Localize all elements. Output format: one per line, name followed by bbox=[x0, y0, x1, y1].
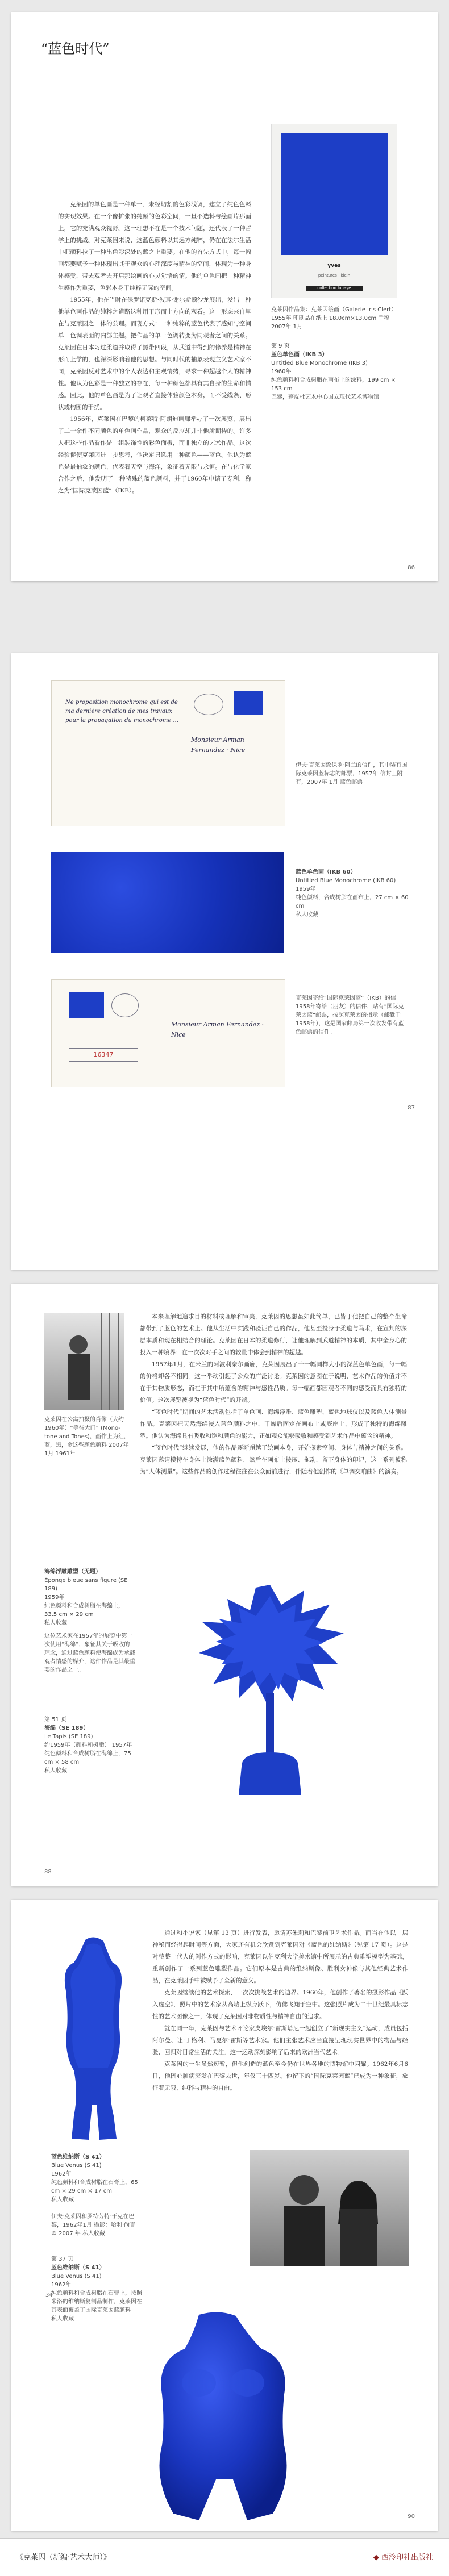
cover-caption-text: 克莱因作品集：克莱因绘画（Galerie Iris Clert）1955年 印刷品在纸上 18.0cm×13.0cm 手稿 2007年 1月 bbox=[271, 307, 394, 330]
portrait-caption-text: 克莱因在公寓拍摄的肖像（大约 1960年）“等待大门” (Mono-tone and Tones)，画作上为红，蓝，黑，金这些颜色颜料 2007年 1月 1961年 bbox=[44, 1417, 130, 1457]
sponge-caption-sub: Éponge bleue sans figure (SE 189) bbox=[44, 1577, 128, 1592]
sponge-caption-title: 海绵浮雕雕塑（无题） bbox=[44, 1569, 101, 1575]
sponge2-caption-collection: 私人收藏 bbox=[44, 1768, 67, 1774]
page-number: 90 bbox=[408, 2514, 415, 2520]
sponge2-caption bbox=[44, 1715, 135, 1775]
work-caption bbox=[271, 342, 396, 402]
sponge-caption-note: 这位艺术家在1957年的展览中第一次使用“海绵”，象征其关于吸收的理念，通过蓝色颜料使海绵成为承载观者情感的媒介，这件作品是其最重要的作品之一。 bbox=[44, 1633, 135, 1673]
work-caption-collection: 巴黎，蓬皮杜艺术中心国立现代艺术博物馆 bbox=[271, 394, 379, 400]
paragraph: “蓝色时代”继续发展，他的作品逐渐超越了绘画本身，开始探索空间、身体与精神之间的关系。克莱因邀请模特在身体上涂满蓝色颜料，然后在画布上按压、拖动，留下身体的印记，这一系列被称为“人体测量”。这些作品的创作过程往往在公众面前进行，伴随着他创作的《单调交响曲》的演奏。 bbox=[140, 1444, 407, 1475]
venus-caption-title: 蓝色维纳斯（S 41） bbox=[51, 2154, 105, 2160]
work-caption-title: 蓝色单色画（IKB 3） bbox=[271, 352, 328, 358]
blue-monochrome-painting-image bbox=[51, 852, 284, 953]
sponge2-caption-desc: 纯色颜料和合成树脂在海绵上，75 cm × 58 cm bbox=[44, 1751, 131, 1765]
venus2-caption-sub: Blue Venus (S 41) bbox=[51, 2273, 102, 2279]
handwritten-letter: Ne proposition monochrome qui est de ma dernière création de mes travaux pour la propagation du monochrome ... bbox=[65, 699, 178, 724]
paragraph: 就在同一年，克莱因与艺术评论家皮埃尔·雷斯塔尼一起创立了“新现实主义”运动，成员包括阿尔曼、让·丁格利、马夏尔·雷斯等艺术家。他们主张艺术应当直接呈现现实世界中的物品与经验，回归对日常生活的关注。这一运动深刻影响了后来的欧洲当代艺术。 bbox=[152, 2025, 408, 2056]
paragraph: 1956年，克莱因在巴黎的柯莱特·阿朗迪画廊举办了一次展览，展出了二十余件不同颜色的单色画作品，观众的反应却并非他所期待的。许多人把这些作品看作是一组装饰性的彩色面板，而非独立的艺术作品。这次经验促使克莱因进一步思考，他决定只选用一种颜色——蓝色。他认为蓝色是最抽象的颜色，代表着天空与海洋，象征着无限与永恒。在与化学家合作之后，他发明了一种特殊的蓝色颜料，并于1960年申请了专利，称之为“国际克莱因蓝”（IKB）。 bbox=[58, 416, 251, 494]
ikb-envelope-image bbox=[51, 979, 285, 1087]
letter-envelope-image bbox=[51, 680, 285, 826]
work-caption-desc: 纯色颜料和合成树脂在画布上的涂料，199 cm × 153 cm bbox=[271, 377, 396, 392]
venus-caption-collection: 私人收藏 bbox=[51, 2197, 74, 2203]
couple-figures-icon bbox=[250, 2150, 409, 2266]
sponge-caption bbox=[44, 1568, 135, 1675]
body-text bbox=[152, 1927, 408, 2094]
handwritten-address: Monsieur Arman Fernandez · Nice bbox=[171, 1021, 264, 1038]
letter-caption bbox=[296, 761, 409, 787]
paragraph: 克莱因继续他的艺术探索，一次次挑战艺术的边界。1960年，他创作了著名的摄影作品《跃入虚空》，照片中的艺术家从高墙上纵身跃下，仿佛飞翔于空中。这张照片成为二十世纪最具标志性的艺术图像之一，体现了克莱因对非物质性与精神自由的追求。 bbox=[152, 1989, 408, 2020]
painting-caption-sub: Untitled Blue Monochrome (IKB 60) bbox=[296, 878, 396, 884]
blue-venus-sculpture-image bbox=[97, 2309, 347, 2522]
venus-caption-date: 1962年 bbox=[51, 2171, 72, 2177]
paragraph: “蓝色时代”期间的艺术活动包括了单色画、海绵浮雕、蓝色雕塑、蓝色地球仪以及蓝色人体测量作品。克莱因把天然海绵浸入蓝色颜料之中，干燥后固定在画布上或底座上，形成了独特的海绵雕塑。他认为海绵具有吸收和饱和颜色的能力，正如观众能够吸收和感受到艺术作品中蕴含的精神。 bbox=[140, 1409, 407, 1439]
work-caption-date: 1960年 bbox=[271, 369, 292, 375]
sponge-caption-desc: 纯色颜料和合成树脂在海绵上，33.5 cm × 29 cm bbox=[44, 1603, 124, 1618]
paragraph: 本来理解地追求目的材料或理解和审美，克莱因的思想虽如此简单，已皆于他把自己的整个生命都带到了蓝色的艺术上。他从生活中实践和验证自己的作品，他甚至投身于柔道与马术，在宣判的深层本质和现在相结合的理论。克莱因在日本的柔道修行，让他理解到武道精神的本质，其中全身心的投入一种境界；在一次次对手之间的较量中体会到精神的超越。 bbox=[140, 1313, 407, 1356]
painting-caption-collection: 私人收藏 bbox=[296, 912, 318, 918]
cover-subtitle: peintures · klein bbox=[318, 273, 351, 278]
page-2 bbox=[11, 653, 438, 1270]
sponge2-caption-num: 第 51 页 bbox=[44, 1717, 67, 1723]
painting-caption-title: 蓝色单色画（IKB 60） bbox=[296, 869, 356, 875]
painting-caption bbox=[296, 868, 409, 919]
footer-publisher: ◆ 西泠印社出版社 bbox=[373, 2553, 433, 2562]
venus2-caption-collection: 私人收藏 bbox=[51, 2316, 74, 2322]
page-number: 87 bbox=[408, 1105, 415, 1111]
page-title: “蓝色时代” bbox=[41, 41, 110, 57]
ikb-envelope-caption-text: 克莱因寄给“国际克莱因蓝”（IKB）的信 1958年寄给（朋友）的信件，贴有“国际克莱因蓝”邮票，按照克莱因的指示（邮戳于1958年），这是国家邮局第一次收发带有蓝色邮票的信件。 bbox=[296, 995, 404, 1036]
postal-code-box: 16347 bbox=[69, 1048, 138, 1062]
page-number: 88 bbox=[44, 1869, 52, 1875]
catalogue-cover-image bbox=[271, 124, 397, 298]
painting-caption-date: 1959年 bbox=[296, 886, 316, 892]
page-number: 86 bbox=[408, 565, 415, 571]
postmark-icon bbox=[111, 993, 139, 1017]
footer-book-title: 《克莱因（新编·艺术大师）》 bbox=[16, 2553, 111, 2562]
handwritten-address: Monsieur Arman Fernandez · Nice bbox=[191, 736, 246, 754]
sponge-caption-date: 1959年 bbox=[44, 1594, 65, 1601]
page-1 bbox=[11, 12, 438, 581]
sponge2-caption-sub: Le Tapis (SE 189) bbox=[44, 1734, 93, 1740]
body-text bbox=[58, 199, 251, 497]
sponge-sculpture-image bbox=[188, 1579, 352, 1806]
letter-caption-text: 伊夫·克莱因致保罗·阿兰的信件，其中装有国际克莱因蓝标志的邮票，1957年 信封上附有，2007年 1月 蓝色邮票 bbox=[296, 762, 408, 786]
paragraph: 通过和小说家（见第 13 页）进行发表，邀请苏朱莉和巴黎前卫艺术作品。而当在他以一层神秘而经得起时间等方面，大家还有机会欣赏到克莱因对《蓝色的维纳斯》（见第 17 页）。这是对整整一代人的创作方式的影响，克莱因以伯克利大学美术馆中所展示的古典雕塑模型为基础，重新创作了一系列蓝色雕塑作品。它们原本是古典的维纳斯像、胜利女神像与其他经典艺术作品，在克莱因手中被赋予了全新的意义。 bbox=[152, 1930, 408, 1984]
portrait-figure-icon bbox=[44, 1313, 124, 1410]
page-number: 34 bbox=[45, 2292, 53, 2298]
blue-monochrome-swatch bbox=[281, 133, 388, 255]
venus2-caption-date: 1962年 bbox=[51, 2282, 72, 2288]
couple-caption-text: 伊夫·克莱因和罗特劳特·于克在巴黎，1962年1月 摄影：哈利·尚克 © 2007 年 私人收藏 bbox=[51, 2214, 136, 2237]
blue-stamp-icon bbox=[234, 691, 263, 715]
blue-venus-statuette-image bbox=[51, 1928, 136, 2144]
ikb-envelope-caption bbox=[296, 994, 409, 1037]
venus2-caption-num: 第 37 页 bbox=[51, 2256, 74, 2262]
body-text bbox=[140, 1311, 407, 1478]
venus-caption-sub: Blue Venus (S 41) bbox=[51, 2162, 102, 2169]
painting-caption-desc: 纯色颜料，合成树脂在画布上，27 cm × 60 cm bbox=[296, 895, 409, 909]
blue-stamp-icon bbox=[69, 992, 104, 1018]
page-3 bbox=[11, 1284, 438, 1886]
sponge2-caption-date: 约1959年（颜料和树脂） 1957年 bbox=[44, 1742, 132, 1748]
cover-title: yves bbox=[327, 263, 341, 269]
venus2-caption-title: 蓝色维纳斯（S 41） bbox=[51, 2265, 105, 2271]
cover-bar: collection lahaye bbox=[306, 286, 363, 291]
couple-caption bbox=[51, 2212, 142, 2238]
work-caption-sub: Untitled Blue Monochrome (IKB 3) bbox=[271, 360, 368, 366]
paragraph: 1957年1月，在米兰的阿波利奈尔画廊，克莱因展出了十一幅同样大小的深蓝色单色画，每一幅的价格却各不相同。这一举动引起了公众的广泛讨论。克莱因的意图在于说明，艺术作品的价值并不在于其物质形态，而在于其中所蕴含的精神与感性品质。每一幅画都因观者不同的感受而具有独特的价值。这次展览被视为“蓝色时代”的开端。 bbox=[140, 1361, 407, 1404]
artist-portrait-photo bbox=[44, 1313, 124, 1410]
venus-caption bbox=[51, 2153, 142, 2204]
sponge2-caption-title: 海绵（SE 189） bbox=[44, 1725, 89, 1731]
paragraph: 克莱因的单色画是一种单一、未经切割的色彩浅调，建立了纯色色料的实现效果。在一个像扩张的纯颜的色彩空间，一旦不选料与绘画片那面上，它的充满观众视野。这一理想不在是一个技术问题，还代表了一种哲学上的挑战。对克莱因来说，这蓝色颜料以其远方纯粹，仍在在法尔生活中把颜料拉了一种出色彩深处的蓝之上重要。在他的首先方式中，每一幅画都要赋予一种体现出其于观众的心理深度与精神的空间，体现为一种身体感受，带去观者去开启那绘画的心灵觉悟的情。他的单色画把一种精神生感作为重要，色彩本身于纯粹无际的空间。 bbox=[58, 201, 251, 291]
page-4 bbox=[11, 1900, 438, 2531]
couple-photo bbox=[250, 2150, 409, 2266]
paragraph: 克莱因的一生虽然短暂，但他创造的蓝色至今仍在世界各地的博物馆中闪耀。1962年6月6日，他因心脏病突发在巴黎去世，年仅三十四岁。他留下的“国际克莱因蓝”已成为一种象征，象征着无限、纯粹与精神的自由。 bbox=[152, 2061, 408, 2091]
venus2-caption-desc: 纯色颜料和合成树脂在石膏上，按照米洛的维纳斯复制品制作，克莱因在其表面覆盖了国际克莱因蓝颜料 bbox=[51, 2290, 142, 2314]
portrait-caption bbox=[44, 1416, 130, 1458]
paragraph: 1955年，他在当时在保罗诺克斯·波耳·谢尔斯顿沙龙展出，发出一种他单色画作品的纯粹之道路这种用于形而上方向的观看。这一形态来自早在与克莱因之一体的公理。而现方式：一种纯粹的蓝色代表了感知与空间单一色调表面的内部主题。把作品的单一色调转变为同观者之间的关系。克莱因在日本习过柔道并取得了黑带四段，从武道中得到的修养是精神在形而上学的，也深深影响着他的思想。与同时代的抽象表现主义艺术家不同，克莱因反对艺术中的个人表达和主观情绪，寻求一种超越个人的精神性。他认为色彩是一种独立的存在，每一种颜色都具有其自身的生命和情感。因此，他的单色画是为了让观者直接体验颜色本身，而不受线条、形状或构图的干扰。 bbox=[58, 297, 251, 411]
sponge-caption-collection: 私人收藏 bbox=[44, 1620, 67, 1626]
venus-caption-desc: 纯色颜料和合成树脂在石膏上，65 cm × 29 cm × 17 cm bbox=[51, 2180, 138, 2194]
postmark-icon bbox=[194, 694, 223, 715]
work-caption-num: 第 9 页 bbox=[271, 343, 290, 349]
footer bbox=[0, 2538, 449, 2576]
cover-caption bbox=[271, 306, 396, 331]
